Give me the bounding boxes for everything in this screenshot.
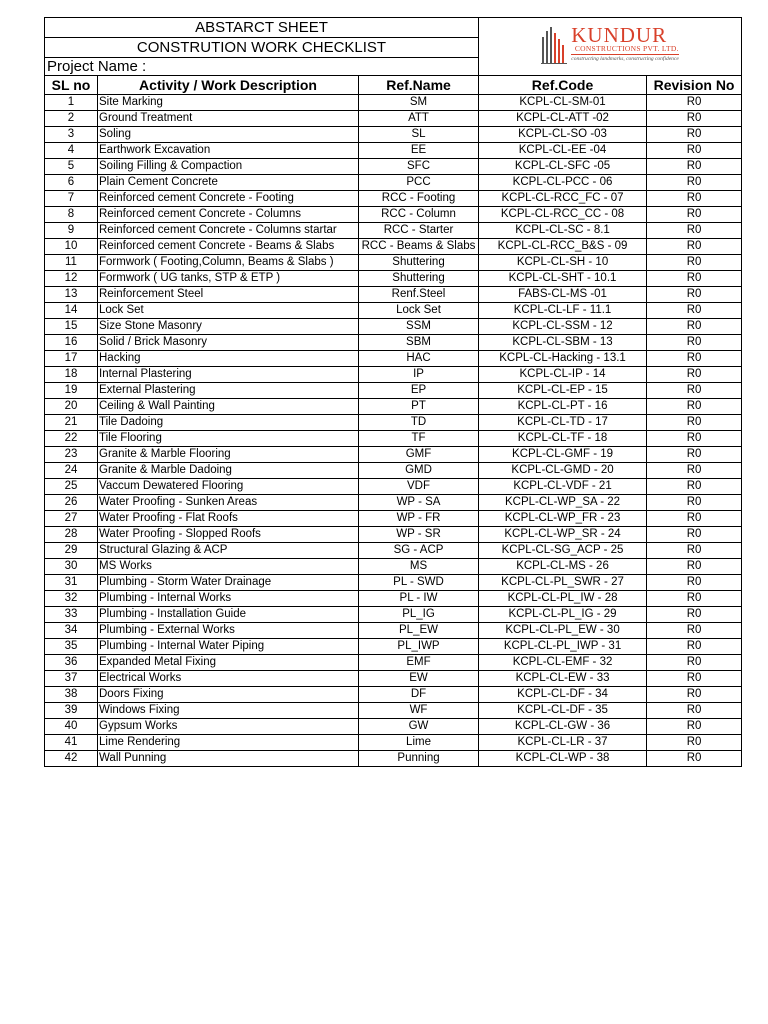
table-row bbox=[45, 287, 742, 303]
revision-cell: R0 bbox=[647, 255, 742, 271]
sl-cell: 15 bbox=[45, 319, 98, 335]
table-row bbox=[45, 543, 742, 559]
table-row bbox=[45, 399, 742, 415]
description-cell: Hacking bbox=[98, 351, 359, 367]
sl-cell: 3 bbox=[45, 127, 98, 143]
revision-cell: R0 bbox=[647, 351, 742, 367]
table-row bbox=[45, 751, 742, 767]
table-row bbox=[45, 175, 742, 191]
ref-name-cell: RCC - Starter bbox=[359, 223, 479, 239]
table-row bbox=[45, 431, 742, 447]
ref-code-cell: KCPL-CL-LR - 37 bbox=[479, 735, 647, 751]
column-header-sl: SL no bbox=[45, 76, 98, 95]
sl-cell: 10 bbox=[45, 239, 98, 255]
sheet-title: ABSTARCT SHEET bbox=[45, 18, 479, 38]
ref-code-cell: KCPL-CL-SBM - 13 bbox=[479, 335, 647, 351]
column-header-description: Activity / Work Description bbox=[98, 76, 359, 95]
revision-cell: R0 bbox=[647, 159, 742, 175]
revision-cell: R0 bbox=[647, 383, 742, 399]
building-bars-icon bbox=[541, 23, 567, 65]
sl-cell: 21 bbox=[45, 415, 98, 431]
sl-cell: 12 bbox=[45, 271, 98, 287]
ref-name-cell: RCC - Column bbox=[359, 207, 479, 223]
column-header-revision: Revision No bbox=[647, 76, 742, 95]
table-row bbox=[45, 703, 742, 719]
sl-cell: 13 bbox=[45, 287, 98, 303]
ref-name-cell: DF bbox=[359, 687, 479, 703]
ref-name-cell: HAC bbox=[359, 351, 479, 367]
table-row bbox=[45, 735, 742, 751]
table-row bbox=[45, 95, 742, 111]
sl-cell: 27 bbox=[45, 511, 98, 527]
ref-name-cell: PT bbox=[359, 399, 479, 415]
revision-cell: R0 bbox=[647, 639, 742, 655]
ref-name-cell: TF bbox=[359, 431, 479, 447]
description-cell: Plumbing - External Works bbox=[98, 623, 359, 639]
description-cell: Ground Treatment bbox=[98, 111, 359, 127]
ref-code-cell: KCPL-CL-PL_IWP - 31 bbox=[479, 639, 647, 655]
description-cell: Formwork ( UG tanks, STP & ETP ) bbox=[98, 271, 359, 287]
description-cell: Gypsum Works bbox=[98, 719, 359, 735]
sl-cell: 5 bbox=[45, 159, 98, 175]
ref-code-cell: KCPL-CL-SH - 10 bbox=[479, 255, 647, 271]
sheet-subtitle: CONSTRUTION WORK CHECKLIST bbox=[45, 38, 479, 58]
ref-name-cell: PL_IG bbox=[359, 607, 479, 623]
sl-cell: 38 bbox=[45, 687, 98, 703]
sl-cell: 36 bbox=[45, 655, 98, 671]
ref-name-cell: TD bbox=[359, 415, 479, 431]
column-header-ref-name: Ref.Name bbox=[359, 76, 479, 95]
description-cell: Water Proofing - Slopped Roofs bbox=[98, 527, 359, 543]
description-cell: Earthwork Excavation bbox=[98, 143, 359, 159]
ref-code-cell: KCPL-CL-EMF - 32 bbox=[479, 655, 647, 671]
table-row bbox=[45, 223, 742, 239]
ref-name-cell: Shuttering bbox=[359, 255, 479, 271]
revision-cell: R0 bbox=[647, 447, 742, 463]
ref-name-cell: SBM bbox=[359, 335, 479, 351]
ref-name-cell: SSM bbox=[359, 319, 479, 335]
ref-code-cell: KCPL-CL-DF - 34 bbox=[479, 687, 647, 703]
ref-code-cell: KCPL-CL-GMD - 20 bbox=[479, 463, 647, 479]
company-name: KUNDUR bbox=[571, 23, 668, 47]
description-cell: Reinforced cement Concrete - Columns bbox=[98, 207, 359, 223]
sl-cell: 1 bbox=[45, 95, 98, 111]
table-row bbox=[45, 143, 742, 159]
sl-cell: 25 bbox=[45, 479, 98, 495]
ref-name-cell: GMF bbox=[359, 447, 479, 463]
revision-cell: R0 bbox=[647, 127, 742, 143]
table-row bbox=[45, 575, 742, 591]
ref-code-cell: KCPL-CL-SC - 8.1 bbox=[479, 223, 647, 239]
description-cell: Internal Plastering bbox=[98, 367, 359, 383]
ref-name-cell: GMD bbox=[359, 463, 479, 479]
sl-cell: 23 bbox=[45, 447, 98, 463]
ref-name-cell: MS bbox=[359, 559, 479, 575]
sl-cell: 30 bbox=[45, 559, 98, 575]
description-cell: Tile Dadoing bbox=[98, 415, 359, 431]
ref-code-cell: KCPL-CL-RCC_B&S - 09 bbox=[479, 239, 647, 255]
description-cell: Granite & Marble Flooring bbox=[98, 447, 359, 463]
ref-code-cell: KCPL-CL-WP_FR - 23 bbox=[479, 511, 647, 527]
revision-cell: R0 bbox=[647, 143, 742, 159]
revision-cell: R0 bbox=[647, 287, 742, 303]
ref-name-cell: SL bbox=[359, 127, 479, 143]
description-cell: Plain Cement Concrete bbox=[98, 175, 359, 191]
description-cell: Plumbing - Installation Guide bbox=[98, 607, 359, 623]
sl-cell: 41 bbox=[45, 735, 98, 751]
table-row bbox=[45, 495, 742, 511]
ref-name-cell: PL_EW bbox=[359, 623, 479, 639]
description-cell: External Plastering bbox=[98, 383, 359, 399]
ref-name-cell: EE bbox=[359, 143, 479, 159]
ref-code-cell: KCPL-CL-PL_EW - 30 bbox=[479, 623, 647, 639]
description-cell: Expanded Metal Fixing bbox=[98, 655, 359, 671]
description-cell: Doors Fixing bbox=[98, 687, 359, 703]
sl-cell: 32 bbox=[45, 591, 98, 607]
table-row bbox=[45, 303, 742, 319]
sl-cell: 11 bbox=[45, 255, 98, 271]
ref-code-cell: KCPL-CL-PL_SWR - 27 bbox=[479, 575, 647, 591]
revision-cell: R0 bbox=[647, 95, 742, 111]
sl-cell: 31 bbox=[45, 575, 98, 591]
sl-cell: 26 bbox=[45, 495, 98, 511]
ref-name-cell: SFC bbox=[359, 159, 479, 175]
table-row bbox=[45, 687, 742, 703]
description-cell: Soling bbox=[98, 127, 359, 143]
sl-cell: 14 bbox=[45, 303, 98, 319]
table-row bbox=[45, 319, 742, 335]
company-logo bbox=[479, 18, 742, 76]
sl-cell: 7 bbox=[45, 191, 98, 207]
ref-name-cell: WP - SR bbox=[359, 527, 479, 543]
ref-code-cell: KCPL-CL-SM-01 bbox=[479, 95, 647, 111]
ref-code-cell: KCPL-CL-TD - 17 bbox=[479, 415, 647, 431]
ref-code-cell: KCPL-CL-VDF - 21 bbox=[479, 479, 647, 495]
table-row bbox=[45, 207, 742, 223]
ref-name-cell: Punning bbox=[359, 751, 479, 767]
table-row bbox=[45, 591, 742, 607]
revision-cell: R0 bbox=[647, 591, 742, 607]
ref-code-cell: KCPL-CL-PL_IW - 28 bbox=[479, 591, 647, 607]
table-row bbox=[45, 655, 742, 671]
ref-name-cell: PL - SWD bbox=[359, 575, 479, 591]
table-row bbox=[45, 719, 742, 735]
revision-cell: R0 bbox=[647, 687, 742, 703]
sl-cell: 17 bbox=[45, 351, 98, 367]
revision-cell: R0 bbox=[647, 735, 742, 751]
ref-code-cell: KCPL-CL-GW - 36 bbox=[479, 719, 647, 735]
ref-code-cell: KCPL-CL-IP - 14 bbox=[479, 367, 647, 383]
description-cell: Lime Rendering bbox=[98, 735, 359, 751]
revision-cell: R0 bbox=[647, 175, 742, 191]
ref-code-cell: KCPL-CL-RCC_CC - 08 bbox=[479, 207, 647, 223]
table-row bbox=[45, 111, 742, 127]
ref-code-cell: KCPL-CL-EP - 15 bbox=[479, 383, 647, 399]
ref-code-cell: KCPL-CL-RCC_FC - 07 bbox=[479, 191, 647, 207]
sl-cell: 28 bbox=[45, 527, 98, 543]
ref-name-cell: EMF bbox=[359, 655, 479, 671]
ref-name-cell: VDF bbox=[359, 479, 479, 495]
sl-cell: 18 bbox=[45, 367, 98, 383]
project-name-label: Project Name : bbox=[45, 58, 479, 76]
ref-code-cell: KCPL-CL-GMF - 19 bbox=[479, 447, 647, 463]
revision-cell: R0 bbox=[647, 239, 742, 255]
sl-cell: 16 bbox=[45, 335, 98, 351]
revision-cell: R0 bbox=[647, 527, 742, 543]
revision-cell: R0 bbox=[647, 559, 742, 575]
description-cell: Water Proofing - Flat Roofs bbox=[98, 511, 359, 527]
sl-cell: 34 bbox=[45, 623, 98, 639]
table-row bbox=[45, 255, 742, 271]
ref-code-cell: KCPL-CL-TF - 18 bbox=[479, 431, 647, 447]
table-row bbox=[45, 335, 742, 351]
revision-cell: R0 bbox=[647, 191, 742, 207]
revision-cell: R0 bbox=[647, 703, 742, 719]
ref-name-cell: PL_IWP bbox=[359, 639, 479, 655]
description-cell: Reinforced cement Concrete - Columns startar bbox=[98, 223, 359, 239]
ref-code-cell: KCPL-CL-WP_SA - 22 bbox=[479, 495, 647, 511]
description-cell: Soiling Filling & Compaction bbox=[98, 159, 359, 175]
description-cell: Formwork ( Footing,Column, Beams & Slabs ) bbox=[98, 255, 359, 271]
sl-cell: 4 bbox=[45, 143, 98, 159]
sl-cell: 2 bbox=[45, 111, 98, 127]
description-cell: Reinforced cement Concrete - Footing bbox=[98, 191, 359, 207]
ref-name-cell: GW bbox=[359, 719, 479, 735]
sl-cell: 6 bbox=[45, 175, 98, 191]
table-row bbox=[45, 447, 742, 463]
sl-cell: 35 bbox=[45, 639, 98, 655]
table-row bbox=[45, 559, 742, 575]
ref-name-cell: Shuttering bbox=[359, 271, 479, 287]
description-cell: MS Works bbox=[98, 559, 359, 575]
revision-cell: R0 bbox=[647, 271, 742, 287]
description-cell: Size Stone Masonry bbox=[98, 319, 359, 335]
description-cell: Wall Punning bbox=[98, 751, 359, 767]
table-row bbox=[45, 159, 742, 175]
ref-name-cell: PCC bbox=[359, 175, 479, 191]
ref-code-cell: KCPL-CL-WP - 38 bbox=[479, 751, 647, 767]
table-row bbox=[45, 351, 742, 367]
ref-name-cell: RCC - Beams & Slabs bbox=[359, 239, 479, 255]
ref-name-cell: EW bbox=[359, 671, 479, 687]
table-row bbox=[45, 479, 742, 495]
description-cell: Reinforcement Steel bbox=[98, 287, 359, 303]
revision-cell: R0 bbox=[647, 511, 742, 527]
table-row bbox=[45, 191, 742, 207]
revision-cell: R0 bbox=[647, 207, 742, 223]
sl-cell: 20 bbox=[45, 399, 98, 415]
sl-cell: 33 bbox=[45, 607, 98, 623]
revision-cell: R0 bbox=[647, 223, 742, 239]
ref-code-cell: KCPL-CL-Hacking - 13.1 bbox=[479, 351, 647, 367]
table-row bbox=[45, 415, 742, 431]
revision-cell: R0 bbox=[647, 719, 742, 735]
sl-cell: 8 bbox=[45, 207, 98, 223]
ref-name-cell: IP bbox=[359, 367, 479, 383]
sl-cell: 40 bbox=[45, 719, 98, 735]
checklist-table bbox=[44, 17, 742, 767]
column-header-ref-code: Ref.Code bbox=[479, 76, 647, 95]
sl-cell: 19 bbox=[45, 383, 98, 399]
table-row bbox=[45, 463, 742, 479]
sl-cell: 42 bbox=[45, 751, 98, 767]
sl-cell: 9 bbox=[45, 223, 98, 239]
ref-name-cell: WP - SA bbox=[359, 495, 479, 511]
ref-code-cell: KCPL-CL-SSM - 12 bbox=[479, 319, 647, 335]
table-row bbox=[45, 383, 742, 399]
description-cell: Vaccum Dewatered Flooring bbox=[98, 479, 359, 495]
ref-name-cell: SG - ACP bbox=[359, 543, 479, 559]
description-cell: Site Marking bbox=[98, 95, 359, 111]
revision-cell: R0 bbox=[647, 319, 742, 335]
table-row bbox=[45, 271, 742, 287]
ref-name-cell: WP - FR bbox=[359, 511, 479, 527]
description-cell: Ceiling & Wall Painting bbox=[98, 399, 359, 415]
company-subtitle: CONSTRUCTIONS PVT. LTD. bbox=[574, 44, 679, 53]
ref-code-cell: KCPL-CL-PL_IG - 29 bbox=[479, 607, 647, 623]
table-row bbox=[45, 127, 742, 143]
description-cell: Plumbing - Internal Water Piping bbox=[98, 639, 359, 655]
revision-cell: R0 bbox=[647, 655, 742, 671]
description-cell: Water Proofing - Sunken Areas bbox=[98, 495, 359, 511]
sl-cell: 29 bbox=[45, 543, 98, 559]
table-row bbox=[45, 671, 742, 687]
description-cell: Granite & Marble Dadoing bbox=[98, 463, 359, 479]
revision-cell: R0 bbox=[647, 751, 742, 767]
ref-name-cell: Lime bbox=[359, 735, 479, 751]
ref-code-cell: KCPL-CL-ATT -02 bbox=[479, 111, 647, 127]
table-row bbox=[45, 527, 742, 543]
table-row bbox=[45, 639, 742, 655]
description-cell: Plumbing - Internal Works bbox=[98, 591, 359, 607]
description-cell: Solid / Brick Masonry bbox=[98, 335, 359, 351]
revision-cell: R0 bbox=[647, 431, 742, 447]
description-cell: Structural Glazing & ACP bbox=[98, 543, 359, 559]
ref-code-cell: FABS-CL-MS -01 bbox=[479, 287, 647, 303]
revision-cell: R0 bbox=[647, 671, 742, 687]
description-cell: Lock Set bbox=[98, 303, 359, 319]
table-row bbox=[45, 239, 742, 255]
revision-cell: R0 bbox=[647, 623, 742, 639]
ref-name-cell: SM bbox=[359, 95, 479, 111]
revision-cell: R0 bbox=[647, 303, 742, 319]
description-cell: Plumbing - Storm Water Drainage bbox=[98, 575, 359, 591]
ref-code-cell: KCPL-CL-MS - 26 bbox=[479, 559, 647, 575]
revision-cell: R0 bbox=[647, 399, 742, 415]
sl-cell: 37 bbox=[45, 671, 98, 687]
ref-code-cell: KCPL-CL-SHT - 10.1 bbox=[479, 271, 647, 287]
ref-code-cell: KCPL-CL-SFC -05 bbox=[479, 159, 647, 175]
revision-cell: R0 bbox=[647, 367, 742, 383]
ref-name-cell: ATT bbox=[359, 111, 479, 127]
revision-cell: R0 bbox=[647, 607, 742, 623]
ref-code-cell: KCPL-CL-PT - 16 bbox=[479, 399, 647, 415]
column-header-row bbox=[45, 76, 742, 95]
revision-cell: R0 bbox=[647, 415, 742, 431]
table-row bbox=[45, 367, 742, 383]
checklist-sheet bbox=[44, 17, 741, 767]
sl-cell: 24 bbox=[45, 463, 98, 479]
revision-cell: R0 bbox=[647, 335, 742, 351]
ref-name-cell: WF bbox=[359, 703, 479, 719]
ref-code-cell: KCPL-CL-PCC - 06 bbox=[479, 175, 647, 191]
ref-code-cell: KCPL-CL-DF - 35 bbox=[479, 703, 647, 719]
description-cell: Tile Flooring bbox=[98, 431, 359, 447]
ref-code-cell: KCPL-CL-WP_SR - 24 bbox=[479, 527, 647, 543]
table-row bbox=[45, 607, 742, 623]
description-cell: Electrical Works bbox=[98, 671, 359, 687]
ref-code-cell: KCPL-CL-LF - 11.1 bbox=[479, 303, 647, 319]
ref-name-cell: Renf.Steel bbox=[359, 287, 479, 303]
table-row bbox=[45, 511, 742, 527]
revision-cell: R0 bbox=[647, 495, 742, 511]
company-tagline: constructing landmarks, constructing confidence bbox=[571, 56, 679, 62]
ref-name-cell: RCC - Footing bbox=[359, 191, 479, 207]
description-cell: Reinforced cement Concrete - Beams & Slabs bbox=[98, 239, 359, 255]
revision-cell: R0 bbox=[647, 575, 742, 591]
ref-code-cell: KCPL-CL-EE -04 bbox=[479, 143, 647, 159]
ref-code-cell: KCPL-CL-SG_ACP - 25 bbox=[479, 543, 647, 559]
ref-code-cell: KCPL-CL-EW - 33 bbox=[479, 671, 647, 687]
description-cell: Windows Fixing bbox=[98, 703, 359, 719]
revision-cell: R0 bbox=[647, 111, 742, 127]
revision-cell: R0 bbox=[647, 479, 742, 495]
ref-name-cell: EP bbox=[359, 383, 479, 399]
sl-cell: 22 bbox=[45, 431, 98, 447]
ref-name-cell: PL - IW bbox=[359, 591, 479, 607]
ref-name-cell: Lock Set bbox=[359, 303, 479, 319]
sl-cell: 39 bbox=[45, 703, 98, 719]
table-row bbox=[45, 623, 742, 639]
ref-code-cell: KCPL-CL-SO -03 bbox=[479, 127, 647, 143]
revision-cell: R0 bbox=[647, 543, 742, 559]
revision-cell: R0 bbox=[647, 463, 742, 479]
